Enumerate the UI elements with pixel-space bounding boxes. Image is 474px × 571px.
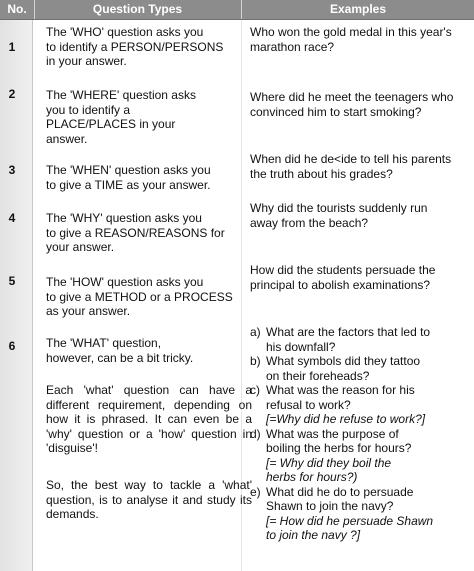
text-line: you to identify a [46, 102, 131, 117]
question-type-text [46, 25, 223, 69]
text-line: your answer. [46, 240, 115, 254]
question-type-text [46, 211, 225, 255]
question-type-text [46, 163, 211, 192]
item-label: d) [250, 426, 261, 441]
question-type-text [46, 336, 193, 365]
text-line: What symbols did they tattoo [266, 354, 421, 368]
rephrased-note: [= Why did they boil the [266, 455, 392, 470]
text-line: The 'WHERE' question asks [46, 88, 196, 102]
list-item [250, 354, 433, 383]
rephrased-note: herbs for hours?) [266, 470, 358, 484]
rephrased-note: to join the navy ?] [266, 528, 361, 542]
text-line: however, can be a bit tricky. [46, 350, 194, 365]
rephrased-note: [=Why did he refuse to work?] [266, 412, 426, 426]
text-line: Where did he meet the teenagers who [250, 90, 454, 104]
text-line: to give a METHOD or a PROCESS [46, 289, 233, 304]
text-line: PLACE/PLACES in your [46, 117, 176, 131]
rephrased-note: [= How did he persuade Shawn [266, 513, 434, 528]
row-number: 4 [8, 211, 16, 225]
text-line: principal to abolish examinations? [250, 277, 431, 292]
column-divider [32, 20, 33, 571]
example-list [250, 325, 433, 543]
row-number: 6 [8, 339, 16, 353]
list-item [250, 485, 433, 543]
header-question-types: Question Types [92, 2, 183, 16]
text-line: Who won the gold medal in this year's [250, 25, 452, 39]
text-line: What was the reason for his [266, 383, 415, 397]
table-header [0, 0, 474, 20]
text-line: the truth about his grades? [250, 166, 393, 181]
row-number: 1 [8, 40, 16, 54]
text-line: The 'WHAT' question, [46, 336, 162, 350]
text-line: as your answer. [46, 304, 131, 318]
text-line: boiling the herbs for hours? [266, 441, 412, 455]
text-line: The 'HOW' question asks you [46, 275, 204, 289]
what-question-paragraph: Each 'what' question can have a different requirement, depending on how it is phrased. It can even be a 'why' question or a 'how' question in 'disguise'! [46, 383, 252, 455]
question-type-text [46, 275, 233, 319]
list-item [250, 427, 433, 485]
item-label: e) [250, 484, 261, 499]
list-item [250, 383, 433, 427]
example-text [250, 201, 427, 230]
text-line: What was the purpose of [266, 426, 399, 441]
text-line: to give a REASON/REASONS for [46, 225, 225, 240]
row-number: 5 [8, 274, 16, 288]
example-text [250, 25, 452, 54]
text-line: away from the beach? [250, 215, 369, 230]
text-line: marathon race? [250, 39, 335, 54]
text-line: to give a TIME as your answer. [46, 177, 211, 192]
text-line: his downfall? [266, 339, 336, 354]
row-number: 3 [8, 163, 16, 177]
item-label: b) [250, 354, 261, 368]
number-column [0, 20, 32, 571]
text-line: The 'WHY' question asks you [46, 211, 202, 225]
item-label: a) [250, 325, 261, 339]
header-examples: Examples [329, 2, 387, 16]
item-label: c) [250, 383, 260, 397]
text-line: to identify a PERSON/PERSONS [46, 39, 224, 54]
text-line: When did he de<ide to tell his parents [250, 152, 452, 166]
example-text [250, 90, 453, 119]
example-text [250, 263, 435, 292]
text-line: The 'WHO' question asks you [46, 25, 204, 39]
list-item [250, 325, 433, 354]
text-line: in your answer. [46, 54, 127, 68]
text-line: What did he do to persuade [266, 484, 414, 499]
text-line: How did the students persuade the [250, 263, 436, 277]
text-line: answer. [46, 131, 88, 146]
text-line: The 'WHEN' question asks you [46, 163, 211, 177]
text-line: Shawn to join the navy? [266, 499, 394, 513]
row-number: 2 [8, 87, 16, 101]
text-line: on their foreheads? [266, 368, 370, 383]
text-line: What are the factors that led to [266, 325, 431, 339]
text-line: refusal to work? [266, 397, 351, 412]
example-text [250, 152, 451, 181]
what-question-advice: So, the best way to tackle a 'what' question, is to analyse it and study its demands. [46, 478, 252, 521]
text-line: Why did the tourists suddenly run [250, 201, 428, 215]
text-line: convinced him to start smoking? [250, 104, 422, 119]
header-no: No. [7, 2, 27, 16]
question-type-text [46, 88, 196, 146]
